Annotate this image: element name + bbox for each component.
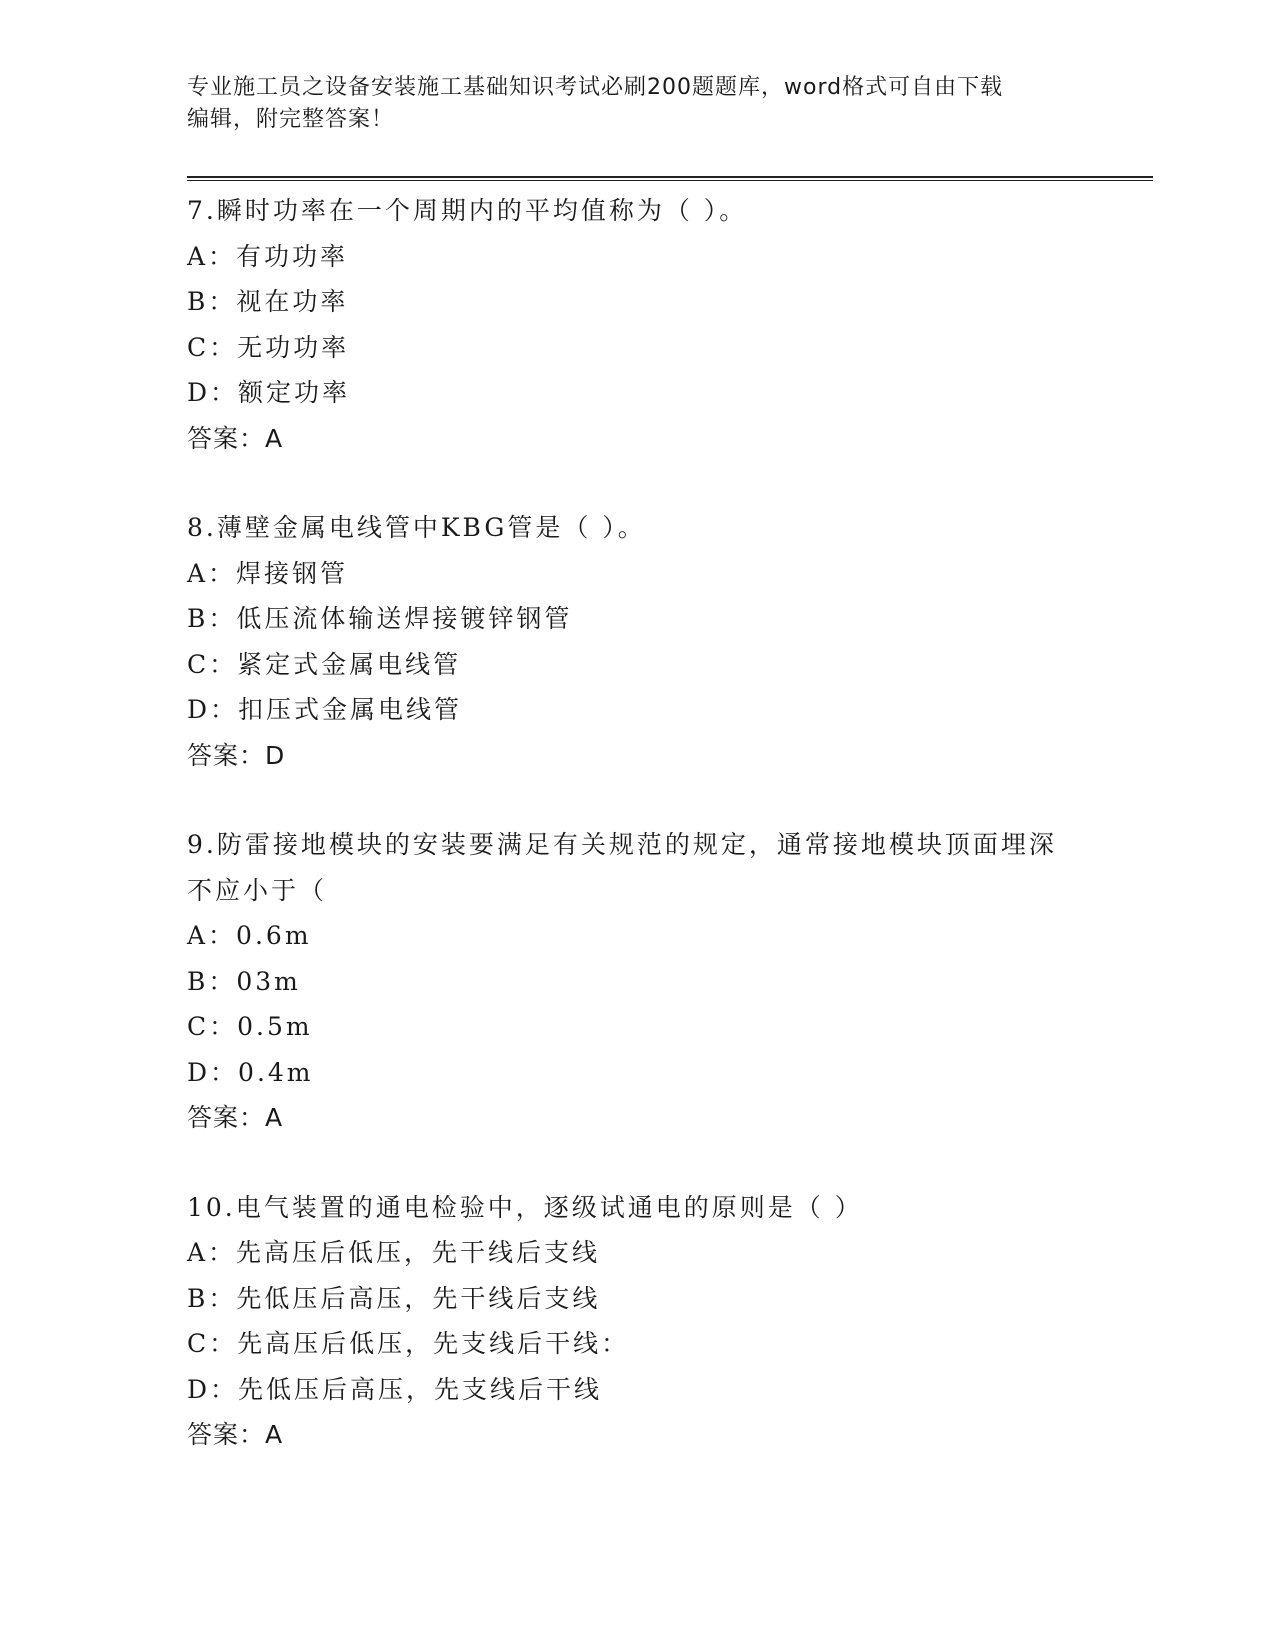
document-header <box>187 72 1077 136</box>
option-c: C：无功功率 <box>187 332 350 362</box>
question-9 <box>187 822 1087 1141</box>
option-a: A：先高压后低压，先干线后支线 <box>187 1238 601 1267</box>
option-a: A：0.6m <box>187 921 312 950</box>
question-7 <box>187 188 1087 461</box>
header-line-2: 编辑，附完整答案！ <box>187 107 395 132</box>
option-d: D：扣压式金属电线管 <box>187 695 463 724</box>
question-list <box>187 188 1087 1502</box>
option-d: D：先低压后高压，先支线后干线 <box>187 1374 603 1404</box>
option-a: A：焊接钢管 <box>187 558 349 588</box>
header-line-1: 专业施工员之设备安装施工基础知识考试必刷200题题库，word格式可自由下载 <box>187 75 1004 100</box>
option-d: D：0.4m <box>187 1057 314 1087</box>
header-divider <box>187 176 1153 181</box>
option-b: B：先低压后高压，先干线后支线 <box>187 1283 601 1313</box>
option-c: C：先高压后低压，先支线后干线： <box>187 1329 630 1358</box>
question-8 <box>187 505 1087 778</box>
option-a: A：有功功率 <box>187 241 349 271</box>
option-b: B：03m <box>187 966 301 996</box>
question-stem: 7.瞬时功率在一个周期内的平均值称为（ ）。 <box>187 196 748 225</box>
answer: 答案：A <box>187 1103 284 1132</box>
question-stem: 9.防雷接地模块的安装要满足有关规范的规定，通常接地模块顶面埋深不应小于（ <box>187 830 1057 905</box>
answer: 答案：A <box>187 1420 284 1449</box>
option-b: B：低压流体输送焊接镀锌钢管 <box>187 604 573 633</box>
option-b: B：视在功率 <box>187 287 349 316</box>
option-d: D：额定功率 <box>187 378 351 407</box>
question-stem: 8.薄壁金属电线管中KBG管是（ ）。 <box>187 513 646 542</box>
option-c: C：0.5m <box>187 1012 313 1041</box>
option-c: C：紧定式金属电线管 <box>187 649 462 679</box>
question-10 <box>187 1185 1087 1458</box>
question-stem: 10.电气装置的通电检验中，逐级试通电的原则是（ ） <box>187 1192 863 1222</box>
answer: 答案：A <box>187 423 284 453</box>
answer: 答案：D <box>187 740 286 770</box>
